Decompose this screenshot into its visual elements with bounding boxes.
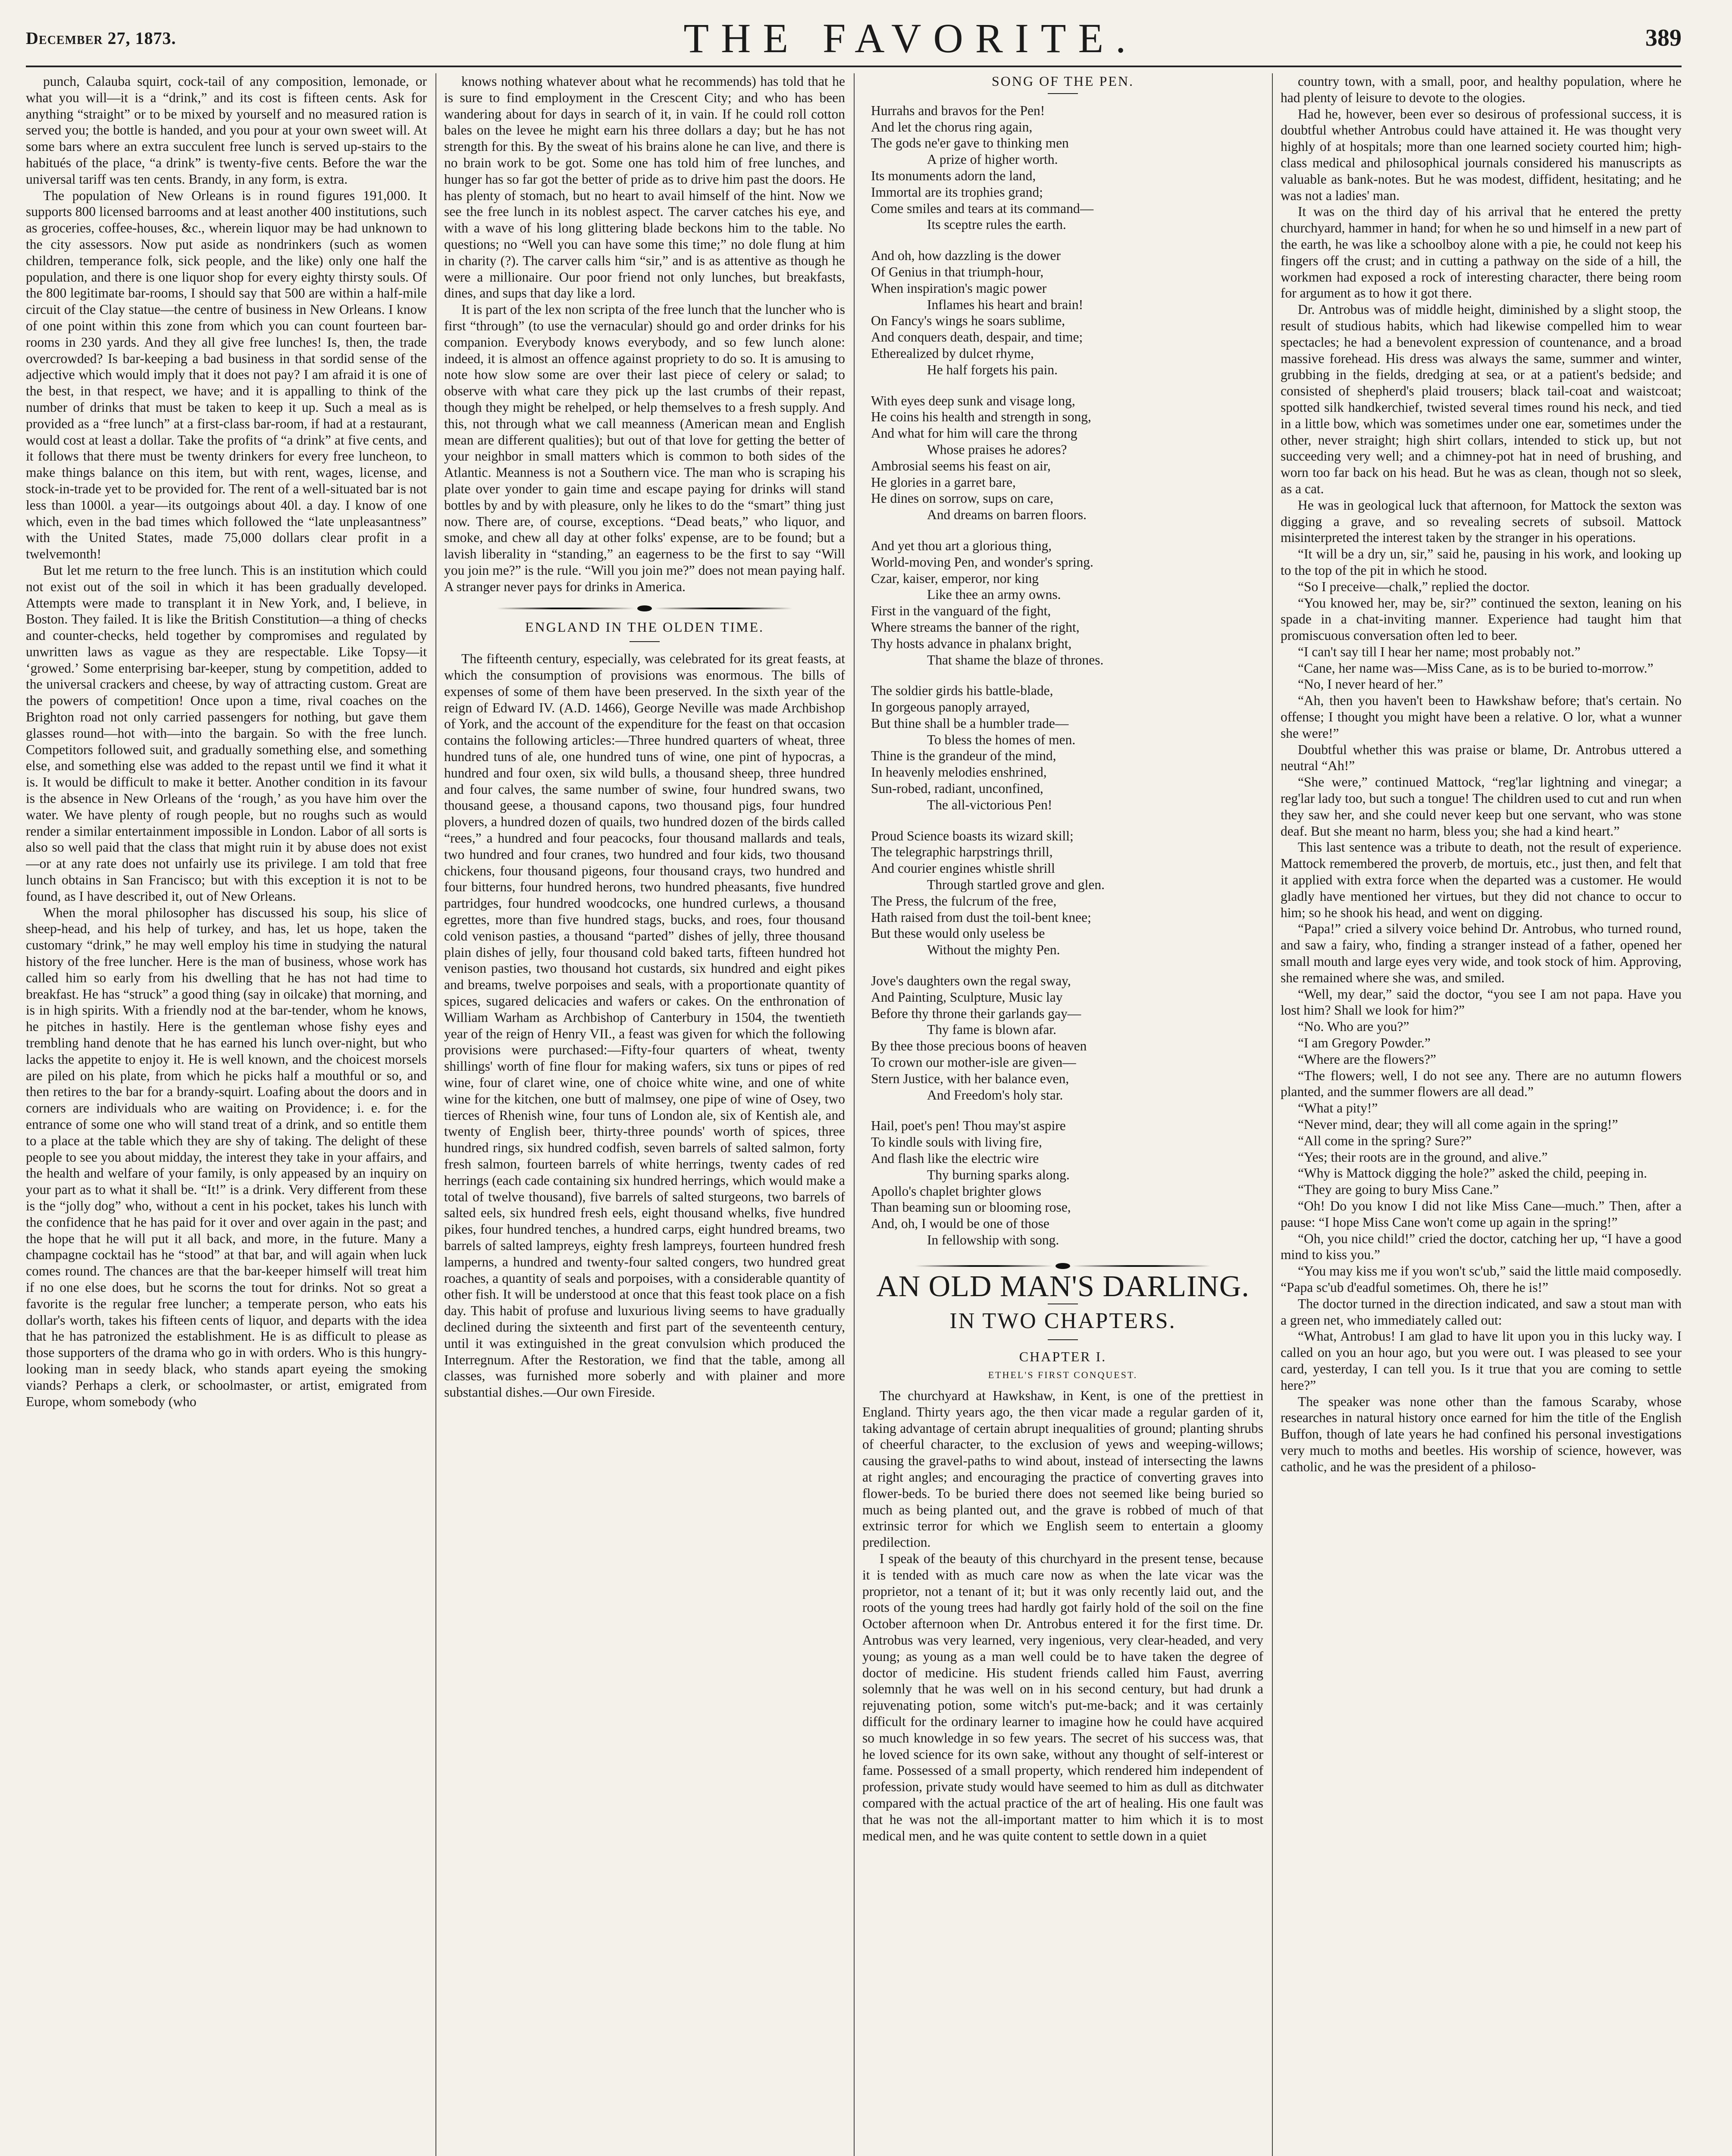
paragraph: knows nothing whatever about what he recommends) has told that he is sure to find employment in the Crescent City; and who has been wandering about for days in search of it, in vain. If he could roll cotton bales on the levee he might earn his three dollars a day; but he has not strength for this. By the sweat of his brains alone he can live, and there is no brain work to be got. Some one has told him of free lunches, and hunger has so far got the better of pride as to drive him past the doors. He has plenty of stomach, but no heart to avail himself of the hint. Now we see the free lunch in its noblest aspect. The carver catches his eye, and with a wave of his long glittering blade beckons him to the table. No questions; no “Well you can have some this time;” no dole flung at him in charity (?). The carver calls him “sir,” and is as attentive as though he were a millionaire. Our poor friend not only lunches, but breakfasts, dines, and sups that day like a lord. [444, 74, 845, 301]
poem-line: And courier engines whistle shrill [871, 861, 1055, 876]
poem-line: And what for him will care the throng [871, 426, 1077, 441]
poem-stanza [862, 828, 1263, 958]
poem-line: The telegraphic harpstrings thrill, [871, 844, 1053, 860]
poem-line: In gorgeous panoply arrayed, [871, 699, 1030, 715]
poem-line: Inflames his heart and brain! [927, 297, 1084, 312]
story-body [862, 1388, 1263, 1844]
paragraph: “Yes; their roots are in the ground, and alive.” [1298, 1149, 1548, 1165]
column-3 [862, 73, 1263, 2156]
poem-line: By thee those precious boons of heaven [871, 1038, 1087, 1054]
column-1-body [26, 73, 427, 1410]
title-rule [1048, 93, 1078, 94]
poem-stanza [862, 103, 1263, 233]
poem-line: Jove's daughters own the regal sway, [871, 973, 1071, 989]
poem-stanza [862, 248, 1263, 378]
poem-line: With eyes deep sunk and visage long, [871, 393, 1075, 408]
poem-line: Czar, kaiser, emperor, nor king [871, 570, 1039, 586]
poem-line: Immortal are its trophies grand; [871, 184, 1043, 200]
paragraph: “I am Gregory Powder.” [1298, 1035, 1431, 1051]
paragraph: “Never mind, dear; they will all come again in the spring!” [1298, 1117, 1618, 1132]
poem-line: On Fancy's wings he soars sublime, [871, 313, 1065, 329]
paragraph: “What a pity!” [1298, 1100, 1378, 1116]
poem-line: Its monuments adorn the land, [871, 168, 1036, 183]
poem-line: And Painting, Sculpture, Music lay [871, 989, 1063, 1005]
poem-line: That shame the blaze of thrones. [927, 652, 1104, 667]
masthead-rule [26, 66, 1682, 67]
poem-line: The Press, the fulcrum of the free, [871, 893, 1057, 909]
chapter-subtitle: ETHEL'S FIRST CONQUEST. [988, 1369, 1138, 1381]
paragraph: “So I preceive—chalk,” replied the doctor. [1298, 579, 1530, 594]
poem-line: And flash like the electric wire [871, 1151, 1039, 1166]
poem-line: Thy burning sparks along. [927, 1167, 1070, 1182]
poem-line: But these would only useless be [871, 926, 1045, 941]
paragraph: “No. Who are you?” [1298, 1019, 1409, 1034]
poem-line: And dreams on barren floors. [927, 507, 1087, 523]
paragraph: “Ah, then you haven't been to Hawkshaw before; that's certain. No offense; I thought you might have been a relative. O lor, what a wunner she were!” [1281, 693, 1682, 741]
masthead [26, 12, 1682, 64]
chapter-heading: CHAPTER I. [1019, 1349, 1107, 1365]
article-england-body [444, 651, 845, 1401]
column-4 [1281, 73, 1682, 2156]
poem-line: Of Genius in that triumph-hour, [871, 264, 1044, 279]
paragraph: The churchyard at Hawkshaw, in Kent, is one of the prettiest in England. Thirty years ago, the then vicar made a regular garden of it, taking advantage of certain abrupt inequalities of ground; planting shrubs of cheerful character, to the exclusion of yews and weeping-willows; causing the gravel-paths to wind about, instead of intersecting the lawns at right angles; and encouraging the practice of converting graves into flower-beds. To be buried there does not seemed like being buried so much as being planted out, and the grave is robbed of much of that extrinsic terror for which we English seem to entertain a gloomy predilection. [862, 1388, 1263, 1550]
poem-stanza [862, 973, 1263, 1103]
poem-line: And yet thou art a glorious thing, [871, 538, 1052, 553]
page-number: 389 [1645, 25, 1682, 51]
poem-line: Etherealized by dulcet rhyme, [871, 345, 1034, 361]
poem-line: Ambrosial seems his feast on air, [871, 458, 1051, 473]
paragraph: I speak of the beauty of this churchyard in the present tense, because it is tended with as much care now as when the late vicar was the proprietor, not a tenant of it; but it was only recently laid out, and the roots of the young trees had hardly got fairly hold of the soil on the fine October afternoon when Dr. Antrobus entered it for the first time. Dr. Antrobus was very learned, very ingenious, very clear-headed, and very young; as young as a man well could be to have taken the degree of doctor of medicine. His student friends called him Faust, averring solemnly that he was well on in his second century, but had drunk a rejuvenating potion, some witch's put-me-back; and it was certainly difficult for the ordinary learner to imagine how he could have acquired so much knowledge in so few years. The secret of his success was, that he loved science for its own sake, without any thought of self-interest or fame. Possessed of a small property, which rendered him independent of profession, private study would have seemed to him as dull as ditchwater compared with the actual practice of the art of healing. His one fault was that he was not the all-important matter to him which it is to most medical men, and he was quite content to settle down in a quiet [862, 1551, 1263, 1843]
paragraph: This last sentence was a tribute to death, not the result of experience. Mattock remembered the proverb, de mortuis, etc., just then, and felt that it applied with extra force when the departed was a customer. He would gladly have mentioned her virtues, but they did not chance to occur to him; so he shook his head, and went on digging. [1281, 840, 1682, 920]
poem-line: And, oh, I would be one of those [871, 1216, 1049, 1232]
poem-line: In heavenly melodies enshrined, [871, 765, 1047, 780]
poem-line: A prize of higher worth. [927, 152, 1058, 167]
poem-line: To kindle souls with living fire, [871, 1134, 1042, 1150]
paragraph: “It will be a dry un, sir,” said he, pausing in his work, and looking up to the top of the pit in which he stood. [1281, 546, 1682, 578]
section-ornament [444, 605, 845, 611]
paragraph: Had he, however, been ever so desirous of professional success, it is doubtful whether Antrobus could have attained it. He was thought very highly of at hospitals; more than one learned society courted him; high-class medical and philosophical journals considered his manuscripts as valuable as bank-notes. But he was modest, diffident, hesitating; and he was not a ladies' man. [1281, 106, 1682, 203]
poem-line: Its sceptre rules the earth. [927, 217, 1066, 232]
column-divider [854, 73, 855, 2156]
poem-line: When inspiration's magic power [871, 280, 1047, 296]
column-2 [444, 73, 845, 2156]
paragraph: “Oh! Do you know I did not like Miss Cane—much.” Then, after a pause: “I hope Miss Cane won't come up again in the spring!” [1281, 1198, 1682, 1230]
poem-stanza [862, 538, 1263, 668]
poem-line: Stern Justice, with her balance even, [871, 1071, 1069, 1086]
paragraph: “Where are the flowers?” [1298, 1051, 1436, 1067]
poem-line: The all-victorious Pen! [927, 797, 1052, 812]
poem-body [862, 103, 1263, 1248]
column-divider [435, 73, 436, 2156]
poem-line: Without the mighty Pen. [927, 942, 1060, 958]
poem-line: He glories in a garret bare, [871, 474, 1016, 490]
poem-line: Thine is the grandeur of the mind, [871, 748, 1056, 764]
column-1 [26, 73, 427, 2156]
paragraph: “I can't say till I hear her name; most probably not.” [1298, 644, 1581, 659]
poem-line: Proud Science boasts its wizard skill; [871, 828, 1074, 843]
paragraph: “No, I never heard of her.” [1298, 677, 1443, 692]
poem-line: He dines on sorrow, sups on care, [871, 491, 1054, 506]
poem-line: World-moving Pen, and wonder's spring. [871, 554, 1093, 570]
poem-line: Hail, poet's pen! Thou may'st aspire [871, 1118, 1066, 1134]
poem-line: First in the vanguard of the fight, [871, 603, 1051, 619]
paragraph: It is part of the lex non scripta of the free lunch that the luncher who is first “through” (to use the vernacular) should go and order drinks for his companion. Everybody knows everybody, and so few lunch alone: indeed, it is almost an offence against propriety to do so. It is amusing to note how slow some are over their last piece of celery or salad; to observe with what care they pick up the last crumbs of their repast, though they might be rehelped, or help themselves to a fresh supply. And this, not through what we call meanness (American mean and English mean are different qualities); but out of that love for getting the better of your neighbor in small matters which is common to both sides of the Atlantic. Meanness is not a Southern vice. The man who is scraping his plate over yonder to gain time and escape paying for drinks will stand bottles by and by with pleasure, only he likes to do the “smart” thing just now. There are, of course, exceptions. “Dead beats,” who liquor, and smoke, and chew all day at other folks' expense, are to be found; but a lavish liberality in “standing,” an eagerness to be the first to say “Will you join me?” is the rule. “Will you join me?” does not mean paying half. A stranger never pays for drinks in America. [444, 302, 845, 594]
poem-line: Than beaming sun or blooming rose, [871, 1200, 1071, 1215]
poem-line: Before thy throne their garlands gay— [871, 1006, 1081, 1021]
poem-line: Apollo's chaplet brighter glows [871, 1183, 1041, 1199]
paragraph: “All come in the spring? Sure?” [1298, 1133, 1472, 1148]
paragraph: Dr. Antrobus was of middle height, diminished by a slight stoop, the result of studious habits, which had likewise compelled him to wear spectacles; he had a benevolent expression of countenance, and a broad massive forehead. His dress was always the same, summer and winter, grubbing in the fields, dredging at sea, or at a patient's bedside; and consisted of shepherd's plaid trousers; black tail-coat and waistcoat; spotted silk handkerchief, twisted several times round his neck, and tied in a little bow, which was sometimes under one ear, sometimes under the other, never straight; high shirt collars, intended to stick up, but not succeeding very well; and a chimney-pot hat in need of brushing, and worn too far back on his head. But he was as clean, though not so sleek, as a cat. [1281, 302, 1682, 496]
story-subtitle: IN TWO CHAPTERS. [949, 1308, 1176, 1333]
poem-line: To bless the homes of men. [927, 732, 1076, 747]
paragraph: Doubtful whether this was praise or blame, Dr. Antrobus uttered a neutral “Ah!” [1281, 742, 1682, 774]
paragraph: But let me return to the free lunch. This is an institution which could not exist out of the soil in which it has been gradually developed. Attempts were made to transplant it in New York, and, I believe, in Boston. They failed. It is like the British Constitution—a thing of checks and counter-checks, held together by compromises and regulated by unwritten laws as vague as they are respectable. Like Topsy—it ‘growed.’ Some enterprising bar-keeper, stung by competition, added to the universal crackers and cheese, by way of attracting custom. Great are the powers of competition! Once upon a time, rival coaches on the Brighton road not only carried passengers for nothing, but gave them glasses round—hot with—into the bargain. So with the free lunch. Competitors followed suit, and gradually something else, and something else, and something else was added to the repast until we find it what it is. It would be difficult to make it better. Another condition in its favour is the absence in New Orleans of the ‘rough,’ as you have him over the water. We have plenty of rough people, but no roughs such as would render a similar entertainment impossible in London. Labor of all sorts is also so well paid that the class that might ruin it by abuse does not exist—or at any rate does not unfairly use its privilege. I am told that free lunch obtains in San Francisco; but with this exception it is not to be found, as I have described it, out of New Orleans. [26, 562, 427, 904]
paragraph: The speaker was none other than the famous Scaraby, whose researches in natural history once earned for him the title of the English Buffon, though of late years he had confined his personal investigations very much to moths and beetles. His worship of science, however, was catholic, and he was the president of a philoso- [1281, 1394, 1682, 1474]
column-4-body [1281, 73, 1682, 1475]
paragraph: He was in geological luck that afternoon, for Mattock the sexton was digging a grave, and so revealing secrets of subsoil. Mattock misinterpreted the interest taken by the stranger in his operations. [1281, 497, 1682, 545]
paragraph: It was on the third day of his arrival that he entered the pretty churchyard, hammer in hand; for when he so und himself in a new part of the earth, he was like a schoolboy alone with a pie, he could not keep his fingers off the crust; and in cutting a pathway on the side of a hill, the workmen had exposed a rock of interesting character, there being room for argument as to how it got there. [1281, 204, 1682, 301]
poem-line: The gods ne'er gave to thinking men [871, 135, 1069, 151]
paragraph: The fifteenth century, especially, was celebrated for its great feasts, at which the consumption of provisions was enormous. The bills of expenses of some of them have been preserved. In the sixth year of the reign of Edward IV. (A.D. 1466), George Neville was made Archbishop of York, and the account of the expenditure for the feast on that occasion contains the following articles:—Three hundred quarters of wheat, three hundred tuns of ale, one hundred tuns of wine, one pint of hypocras, a hundred and four oxen, six wild bulls, a thousand sheep, three hundred and four calves, the same number of swine, four hundred swans, two thousand geese, a thousand capons, two thousand pigs, four hundred plovers, a hundred dozen of quails, two hundred dozen of the birds called “rees,” a hundred and four peacocks, four thousand mallards and teals, two hundred and four cranes, two hundred and four kids, two thousand chickens, four thousand pigeons, four thousand crays, two hundred and four bitterns, four hundred herons, two hundred pheasants, five hundred partridges, four hundred woodcocks, one hundred curlews, a thousand egrettes, more than five hundred stags, bucks, and roes, four thousand cold venison pasties, a thousand “parted” dishes of jelly, three thousand plain dishes of jelly, four thousand cold baked tarts, fifteen hundred hot venison pasties, two thousand hot custards, six hundred and eight pikes and breams, twelve porpoises and seals, with a proportionate quantity of spices, sugared delicacies and wafers or cakes. On the enthronation of William Warham as Archbishop of Canterbury in 1504, the twentieth year of the reign of Henry VII., a feast was given for which the following provisions were purchased:—Fifty-four quarters of wheat, twenty shillings' worth of fine flour for making wafers, six tuns or pipes of red wine, four of claret wine, one of choice white wine, and one of white wine for the kitchen, one butt of malmsey, one pipe of wine of Osey, two tierces of Rhenish wine, four tuns of London ale, six of Kentish ale, and twenty of English beer, thirty-three pounds' worth of spices, three hundred rings, six hundred codfish, seven barrels of salted salmon, forty fresh salmon, fourteen barrels of white herrings, twenty cades of red herrings (each cade containing six hundred herrings, which would make a total of twelve thousand), five barrels of salted sturgeons, two barrels of salted eels, six hundred fresh eels, eight thousand whelks, five hundred pikes, four hundred tenches, a hundred carps, eight hundred breams, two barrels of salted lampreys, eighty fresh lampreys, fourteen hundred fresh lamperns, a hundred and twenty-four salted congers, two hundred great roaches, a quantity of seals and porpoises, with a considerable quantity of other fish. It will be understood at once that this feast took place on a fish day. This habit of profuse and luxurious living seems to have gradually declined during the sixteenth and first part of the seventeenth century, until it was extinguished in the great convulsion which produced the Interregnum. After the Restoration, we find that the table, among all classes, was furnished more soberly and with plainer and more substantial dishes.—Our own Fireside. [444, 651, 845, 1400]
poem-line: And let the chorus ring again, [871, 119, 1033, 135]
poem-line: And Freedom's holy star. [927, 1087, 1063, 1103]
paragraph: “Papa!” cried a silvery voice behind Dr. Antrobus, who turned round, and saw a fairy, who, finding a stranger instead of a father, opened her small mouth and large eyes very wide, and took stock of him. Approving, she remained where she was, and smiled. [1281, 921, 1682, 985]
story-title: AN OLD MAN'S DARLING. [876, 1269, 1250, 1303]
section-ornament [862, 1263, 1263, 1269]
paragraph: “They are going to bury Miss Cane.” [1298, 1182, 1499, 1197]
poem-line: Hurrahs and bravos for the Pen! [871, 103, 1045, 118]
paragraph: The doctor turned in the direction indicated, and saw a stout man with a green net, who immediately called out: [1281, 1296, 1682, 1328]
poem-line: The soldier girds his battle-blade, [871, 683, 1053, 699]
column-2-body [444, 73, 845, 595]
poem-line: And conquers death, despair, and time; [871, 329, 1083, 345]
poem-line: He half forgets his pain. [927, 362, 1058, 377]
poem-stanza [862, 393, 1263, 523]
poem-line: Thy fame is blown afar. [927, 1022, 1057, 1037]
column-divider [1272, 73, 1273, 2156]
poem-line: Come smiles and tears at its command— [871, 201, 1094, 216]
title-rule [1048, 1339, 1078, 1340]
poem-line: And oh, how dazzling is the dower [871, 248, 1061, 263]
poem-title: SONG OF THE PEN. [991, 73, 1134, 89]
poem-line: Like thee an army owns. [927, 587, 1061, 602]
poem-stanza [862, 1118, 1263, 1248]
paragraph: “You may kiss me if you won't sc'ub,” said the little maid composedly. “Papa sc'ub d'eadful sometimes. Oh, there he is!” [1281, 1263, 1682, 1295]
section-title-england: ENGLAND IN THE OLDEN TIME. [525, 619, 764, 635]
poem-line: But thine shall be a humbler trade— [871, 715, 1069, 731]
paragraph: country town, with a small, poor, and healthy population, where he had plenty of leisure to devote to the ologies. [1281, 74, 1682, 105]
paragraph: “Why is Mattock digging the hole?” asked the child, peeping in. [1298, 1166, 1647, 1181]
poem-line: Whose praises he adores? [927, 442, 1067, 457]
issue-date: December 27, 1873. [26, 28, 176, 48]
paragraph: “What, Antrobus! I am glad to have lit upon you in this lucky way. I called on you an hour ago, but you were out. I was pleased to see your card, yesterday, I can tell you. Is it true that you are coming to settle here?” [1281, 1329, 1682, 1393]
poem-line: Thy hosts advance in phalanx bright, [871, 636, 1072, 651]
poem-stanza [862, 683, 1263, 813]
title-rule [630, 641, 660, 642]
poem-line: Where streams the banner of the right, [871, 619, 1080, 635]
paragraph: “She were,” continued Mattock, “reg'lar lightning and vinegar; a reg'lar lady too, but such a tongue! The children used to cut and run when they saw her, and she could never keep but one servant, who was stone deaf. But she meant no harm, bless you; she had a kind heart.” [1281, 774, 1682, 839]
newspaper-title: THE FAVORITE. [683, 15, 1138, 61]
paragraph: punch, Calauba squirt, cock-tail of any composition, lemonade, or what you will—it is a “drink,” and its cost is fifteen cents. Ask for anything “straight” or to be mixed by yourself and no measured ration is served you; the bottle is handed, and you pour at your own sweet will. At some bars where an extra succulent free lunch is served up-stairs to the habitués of the place, “a drink” is twenty-five cents. Before the war the universal tariff was ten cents. Brandy, in any form, is extra. [26, 74, 427, 187]
paragraph: The population of New Orleans is in round figures 191,000. It supports 800 licensed barrooms and at least another 400 institutions, such as groceries, coffee-houses, &c., wherein liquor may be had unknown to the city assessors. Now put aside as nondrinkers (such as women children, temperance folk, sick people, and the like) only one half the population, and there is one liquor shop for every eighty thirsty souls. Of the 800 legitimate bar-rooms, I should say that 500 are within a half-mile circuit of the Clay statue—the centre of business in New Orleans. I know of one point within this zone from which you can count fourteen bar-rooms in 230 yards. And they all give free lunches! Is, then, the trade overcrowded? Is bar-keeping a bad business in that sordid sense of the adjective which would imply that it does not pay? I am afraid it is one of the best, in that respect, we have; and it is appalling to think of the number of drinks that must be taken to keep it up. Such a meal as is provided as a “free lunch” at a first-class bar-room, if had at a restaurant, would cost at least a dollar. Take the profits of “a drink” at five cents, and it follows that there must be twenty drinkers for every free luncheon, to make things balance on this item, but with rent, wages, license, and stock-in-trade yet to be provided for. The rent of a well-situated bar is not less than 1000l. a year—its outgoings about 40l. a day. I know of one which, even in the bad times which followed the “late unpleasantness” with the United States, made 75,000 dollars clear profit in a twelvemonth! [26, 188, 427, 562]
paragraph: “Cane, her name was—Miss Cane, as is to be buried to-morrow.” [1298, 660, 1654, 676]
poem-line: To crown our mother-isle are given— [871, 1055, 1076, 1070]
poem-line: Sun-robed, radiant, unconfined, [871, 781, 1043, 796]
paragraph: “Well, my dear,” said the doctor, “you see I am not papa. Have you lost him? Shall we look for him?” [1281, 986, 1682, 1018]
poem-line: Through startled grove and glen. [927, 877, 1105, 893]
paragraph: “You knowed her, may be, sir?” continued the sexton, leaning on his spade in a chat-inviting manner. Experience had taught him that promiscuous conversation often led to beer. [1281, 595, 1682, 643]
poem-line: Hath raised from dust the toil-bent knee; [871, 909, 1091, 925]
paragraph: When the moral philosopher has discussed his soup, his slice of sheep-head, and his help of turkey, and has, let us hope, taken the customary “drink,” he may well employ his time in studying the natural history of the free luncher. Here is the man of business, whose work has called him so early from his dwelling that he has not had time to breakfast. He has “struck” a good thing (say in oilcake) that morning, and is in high spirits. With a friendly nod at the bar-tender, whom he knows, he pitches in hastily. Here is the gentleman whose fishy eyes and trembling hand denote that he has earned his lunch over-night, but who lacks the appetite to enjoy it. He is well known, and the choicest morsels are piled on his plate, from which he picks half a mouthful or so, and then retires to the bar for a brandy-squirt. Loafing about the doors and in corners are individuals who are waiting on Providence; i. e. for the entrance of some one who will stand treat of a drink, and so entitle them to a place at the table which they are shy of taking. The delight of these people to see you about midday, the interest they take in your affairs, and the health and welfare of your family, is only appeased by an inquiry on your part as to what it shall be. “It!” is a drink. Very different from these is the “jolly dog” who, without a cent in his pocket, takes his lunch with the confidence that he has paid for it over and over again in the past; and the hope that he will put it all back, and more, in the future. Many a champagne cocktail has he “stood” at that bar, and will again when luck comes round. The chances are that the bar-keeper himself will treat him if no one else does, but he scorns the tout for drinks. Not so great a favorite is the regular free luncher; a temperate person, who eats his dollar's worth, takes his fifteen cents of liquor, and departs with the idea that he has patronized the establishment. He is as difficult to please as those supporters of the drama who go in with orders. Who is this hungry-looking man in seedy black, who stands apart eyeing the smoking viands? Perhaps a clerk, or schoolmaster, or artist, emigrated from Europe, whom somebody (who [26, 905, 427, 1409]
paragraph: “The flowers; well, I do not see any. There are no autumn flowers planted, and the summer flowers are all dead.” [1281, 1068, 1682, 1100]
poem-line: In fellowship with song. [927, 1232, 1059, 1247]
poem-line: He coins his health and strength in song, [871, 409, 1091, 425]
paragraph: “Oh, you nice child!” cried the doctor, catching her up, “I have a good mind to kiss you.” [1281, 1231, 1682, 1263]
